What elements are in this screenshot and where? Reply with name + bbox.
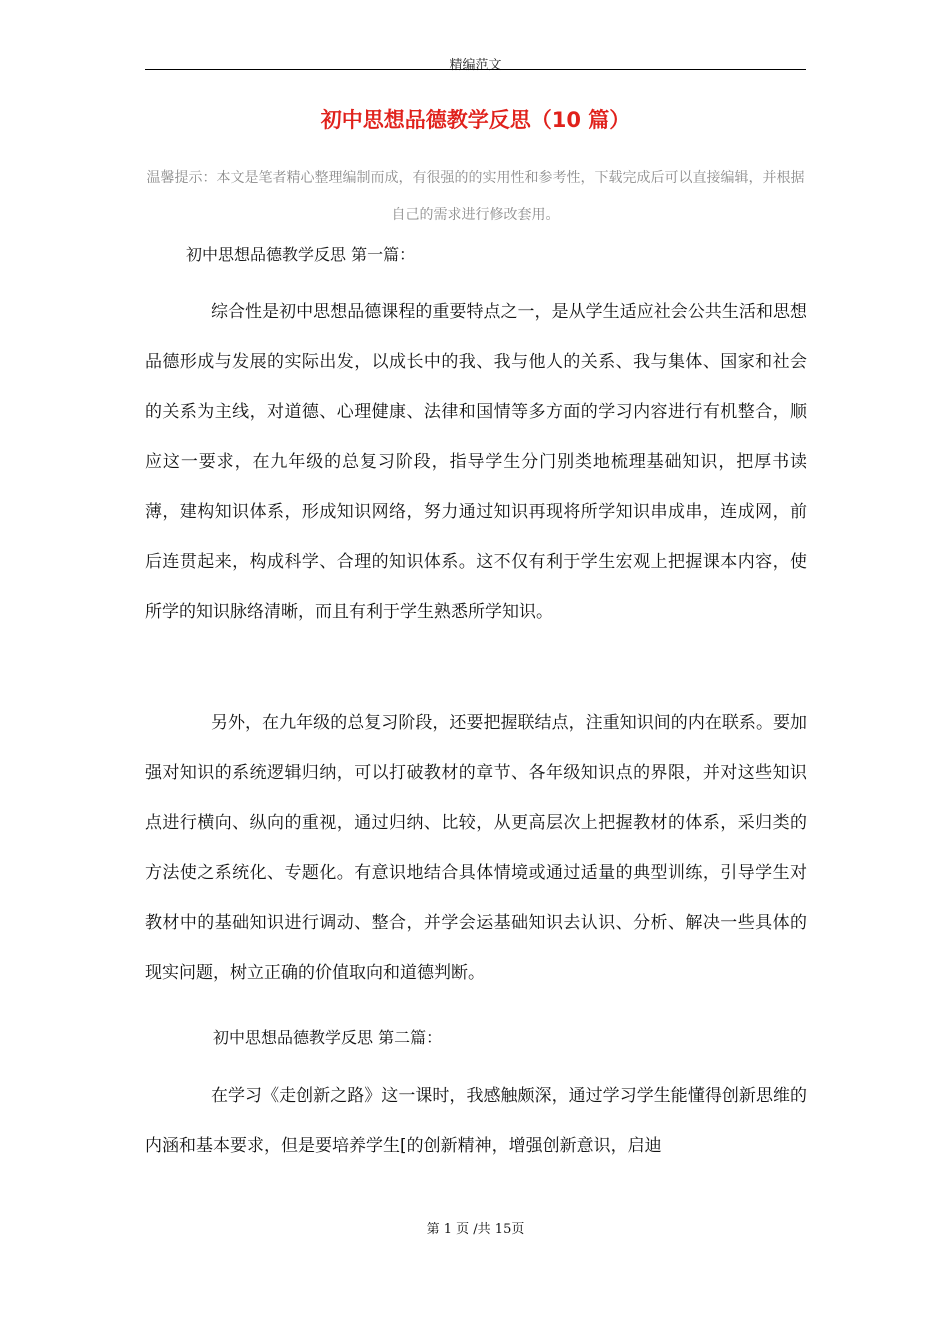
section-heading-1: 初中思想品德教学反思 第一篇： — [186, 245, 416, 264]
paragraph-2: 另外，在九年级的总复习阶段，还要把握联结点，注重知识间的内在联系。要加强对知识的系统逻辑归纳，可以打破教材的章节、各年级知识点的界限，并对这些知识点进行横向、纵向的重视，通过归纳、比较，从更高层次上把握教材的体系，采归类的方法使之系统化、专题化。有意识地结合具体情境或通过适量的典型训练，引导学生对教材中的基础知识进行调动、整合，并学会运基础知识去认识、分析、解决一些具体的现实问题，树立正确的价值取向和道德判断。 — [145, 713, 807, 983]
section-heading-2: 初中思想品德教学反思 第二篇： — [213, 1028, 443, 1047]
page-header: 精编范文 — [449, 58, 502, 73]
paragraph-1: 综合性是初中思想品德课程的重要特点之一，是从学生适应社会公共生活和思想品德形成与发展的实际出发，以成长中的我、我与他人的关系、我与集体、国家和社会的关系为主线，对道德、心理健康、法律和国情等多方面的学习内容进行有机整合，顺应这一要求，在九年级的总复习阶段，指导学生分门别类地梳理基础知识，把厚书读薄，建构知识体系，形成知识网络，努力通过知识再现将所学知识串成串，连成网，前后连贯起来，构成科学、合理的知识体系。这不仅有利于学生宏观上把握课本内容，使所学的知识脉络清晰，而且有利于学生熟悉所学知识。 — [145, 302, 807, 622]
header-divider — [145, 69, 806, 70]
document-title: 初中思想品德教学反思（10 篇） — [320, 108, 631, 132]
page-footer: 第 1 页 /共 15页 — [426, 1222, 525, 1237]
tip-text: 温馨提示：本文是笔者精心整理编制而成，有很强的的实用性和参考性，下载完成后可以直接编辑，并根据自己的需求进行修改套用。 — [146, 170, 805, 223]
paragraph-3: 在学习《走创新之路》这一课时，我感触颇深，通过学习学生能懂得创新思维的内涵和基本要求，但是要培养学生[的创新精神，增强创新意识，启迪 — [145, 1086, 807, 1156]
